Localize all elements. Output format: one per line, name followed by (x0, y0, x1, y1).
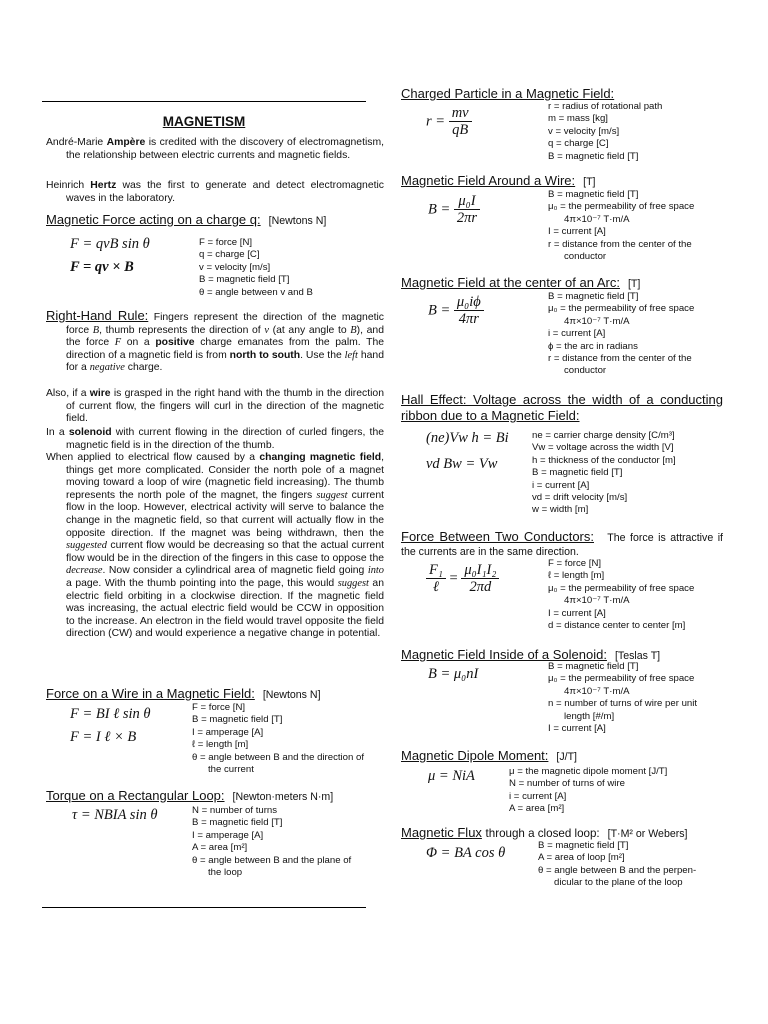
page-title: MAGNETISM (162, 114, 246, 129)
definition-item: θ = angle between v and B (199, 286, 313, 298)
definition-item: μ₀ = the permeability of free space 4π×10⁻⁷ T·m/A (548, 582, 695, 607)
rhr-p4: When applied to electrical flow caused by a changing magnetic field, things get more complicated. Consider the north pole of a magnet moving toward a loop of wire (magnetic field increasing). The thumb represents the north pole of the magnet, the fingers suggest current flow in the loop. However, electrical activity will serve to balance the change in the magnetic field, so that current will actually flow in the opposite direction. If the magnet was being withdrawn, then the suggested current flow would be decreasing so that the actual current flow would be in the direction of the fingers in this case to oppose the decrease. Now consider a cylindrical area of magnetic field going into a page. With the thumb pointing into the page, this would suggest an electric field orbiting in a clockwise direction. If the magnetic field was increasing, the actual electric field would be CCW in opposition to the increase. An electron in the field would travel opposite the field direction (CW) and would experience a negative change in potential. (46, 452, 384, 640)
formula-hall-1: (ne)Vw h = Bi (426, 430, 509, 446)
section-force-conductors: Force Between Two Conductors: The force is attractive if the currents are in the same direction. (401, 529, 723, 558)
rhr-p3: In a solenoid with current flowing in the direction of curled fingers, the magnetic field is in the direction of the thumb. (46, 427, 384, 451)
section-heading-torque: Torque on a Rectangular Loop: [Newton·meters N·m] (46, 788, 334, 803)
intro-hertz: Heinrich Hertz was the first to generate and detect electromagnetic waves in the laboratory. (46, 180, 385, 204)
definition-item: μ₀ = the permeability of free space 4π×10⁻⁷ T·m/A (548, 303, 695, 327)
definition-item: μ₀ = the permeability of free space 4π×10⁻⁷ T·m/A (548, 201, 695, 225)
defs-solenoid (548, 661, 723, 735)
defs-charged-particle (548, 101, 723, 163)
formula-field-arc: B = $\frac{\text{μ₀iϕ}}{4\pi r}$ (428, 294, 484, 328)
definition-item: θ = angle between B and the perpen-dicular to the plane of the loop (538, 864, 697, 889)
formula-field-wire: B = $\frac{\text{μ₀I}}{2\pi r}$ (428, 193, 480, 227)
formula-solenoid: B = μ₀nI (428, 666, 479, 682)
definition-item: B = magnetic field [T] (192, 817, 283, 829)
definition-item: i = current [A] (548, 328, 606, 340)
definition-item: i = current [A] (532, 479, 590, 491)
definition-item: w = width [m] (532, 504, 589, 516)
definition-item: v = velocity [m/s] (548, 125, 620, 137)
definition-item: B = magnetic field [T] (192, 714, 283, 726)
defs-force-conductors (548, 558, 723, 632)
top-rule (42, 101, 366, 102)
definition-item: I = current [A] (548, 226, 606, 238)
defs-force-charge (199, 237, 364, 299)
definition-item: r = distance from the center of the conductor (548, 238, 692, 263)
section-heading-dipole: Magnetic Dipole Moment: [J/T] (401, 748, 578, 763)
definition-item: B = magnetic field [T] (548, 291, 639, 302)
definition-item: F = force [N] (192, 702, 246, 713)
formula-hall-2: vd Bw = Vw (426, 456, 498, 472)
defs-field-arc (548, 291, 723, 378)
formula-dipole: μ = NiA (428, 768, 475, 784)
defs-hall (532, 430, 723, 517)
formula-flux: Φ = BA cos θ (426, 845, 506, 861)
formula-force-charge-1: F = qvB sin θ (70, 236, 150, 252)
definition-item: θ = angle between B and the direction of the current (192, 751, 365, 776)
definition-item: d = distance center to center [m] (548, 620, 686, 632)
definition-item: B = magnetic field [T] (532, 467, 623, 479)
section-heading-solenoid: Magnetic Field Inside of a Solenoid: [Teslas T] (401, 647, 661, 662)
definition-item: B = magnetic field [T] (548, 150, 639, 162)
section-heading-field-wire: Magnetic Field Around a Wire: [T] (401, 173, 596, 188)
defs-force-wire (192, 702, 364, 776)
definition-item: r = distance from the center of the conductor (548, 353, 692, 377)
definition-item: A = area of loop [m²] (538, 852, 625, 864)
definition-item: B = magnetic field [T] (538, 840, 629, 851)
definition-item: N = number of turns (192, 805, 278, 816)
formula-charged-particle: r = $\frac{mv}{qB}$ (426, 105, 472, 139)
definition-item: i = current [A] (509, 790, 567, 802)
defs-torque (192, 805, 364, 879)
definition-item: B = magnetic field [T] (199, 274, 290, 286)
definition-item: N = number of turns of wire (509, 778, 625, 790)
definition-item: v = velocity [m/s] (199, 261, 271, 273)
rhr-p2: Also, if a wire is grasped in the right hand with the thumb in the direction of current flow, the fingers will curl in the direction of the magnetic field. (46, 388, 384, 425)
definition-item: I = amperage [A] (192, 829, 264, 841)
definition-item: I = amperage [A] (192, 726, 264, 738)
bottom-rule (42, 907, 366, 908)
definition-item: I = current [A] (548, 723, 606, 735)
section-heading-force-wire: Force on a Wire in a Magnetic Field: [Newtons N] (46, 686, 321, 701)
definition-item: μ₀ = the permeability of free space 4π×10⁻⁷ T·m/A (548, 673, 695, 697)
definition-item: A = area [m²] (509, 803, 565, 815)
formula-torque: τ = NBIA sin θ (72, 807, 158, 823)
formula-force-wire-2: F = I ℓ × B (70, 729, 137, 745)
rhr-p1: Right-Hand Rule: Fingers represent the direction of the magnetic force B, thumb represents the direction of v (at any angle to B), and the force F on a positive charge emanates from the palm. The direction of a magnetic field is from north to south. Use the left hand for a negative charge. (46, 308, 385, 374)
section-heading-force-charge: Magnetic Force acting on a charge q: [Newtons N] (46, 212, 327, 227)
definition-item: r = radius of rotational path (548, 101, 663, 112)
defs-dipole (509, 766, 723, 816)
definition-item: B = magnetic field [T] (548, 661, 639, 672)
formula-force-conductors: $\frac{\text{F₁}}{\text{ℓ}}$ = $\frac{\text{μ₀I₁I₂}}{2\pi d}$ (426, 562, 499, 596)
definition-item: Vw = voltage across the width [V] (532, 442, 674, 454)
definition-item: m = mass [kg] (548, 113, 608, 125)
definition-item: F = force [N] (199, 237, 253, 248)
definition-item: I = current [A] (548, 607, 606, 619)
formula-force-charge-2: F = qv × B (70, 259, 134, 275)
definition-item: ℓ = length [m] (192, 739, 249, 751)
definition-item: n = number of turns of wire per unit length [#/m] (548, 698, 698, 722)
defs-flux (538, 840, 723, 890)
definition-item: h = thickness of the conductor [m] (532, 454, 676, 466)
definition-item: A = area [m²] (192, 842, 248, 854)
section-heading-hall: Hall Effect: Voltage across the width of a conducting ribbon due to a Magnetic Field: (401, 392, 723, 423)
definition-item: q = charge [C] (548, 138, 609, 150)
section-heading-flux: Magnetic Flux through a closed loop: [T·M² or Webers] (401, 825, 688, 840)
intro-ampere: André-Marie Ampère is credited with the discovery of electromagnetism, the relationship between electric currents and magnetic fields. (46, 137, 385, 161)
definition-item: ne = carrier charge density [C/m³] (532, 430, 675, 441)
formula-force-wire-1: F = BI ℓ sin θ (70, 706, 151, 722)
definition-item: F = force [N] (548, 558, 602, 569)
section-heading-charged-particle: Charged Particle in a Magnetic Field: (401, 86, 615, 101)
definition-item: ϕ = the arc in radians (548, 340, 638, 352)
definition-item: vd = drift velocity [m/s] (532, 492, 628, 504)
defs-field-wire (548, 189, 723, 263)
definition-item: q = charge [C] (199, 249, 260, 261)
definition-item: B = magnetic field [T] (548, 189, 639, 200)
definition-item: ℓ = length [m] (548, 570, 605, 582)
definition-item: θ = angle between B and the plane of the loop (192, 854, 352, 879)
section-heading-field-arc: Magnetic Field at the center of an Arc: [T] (401, 275, 641, 290)
definition-item: μ = the magnetic dipole moment [J/T] (509, 766, 668, 777)
